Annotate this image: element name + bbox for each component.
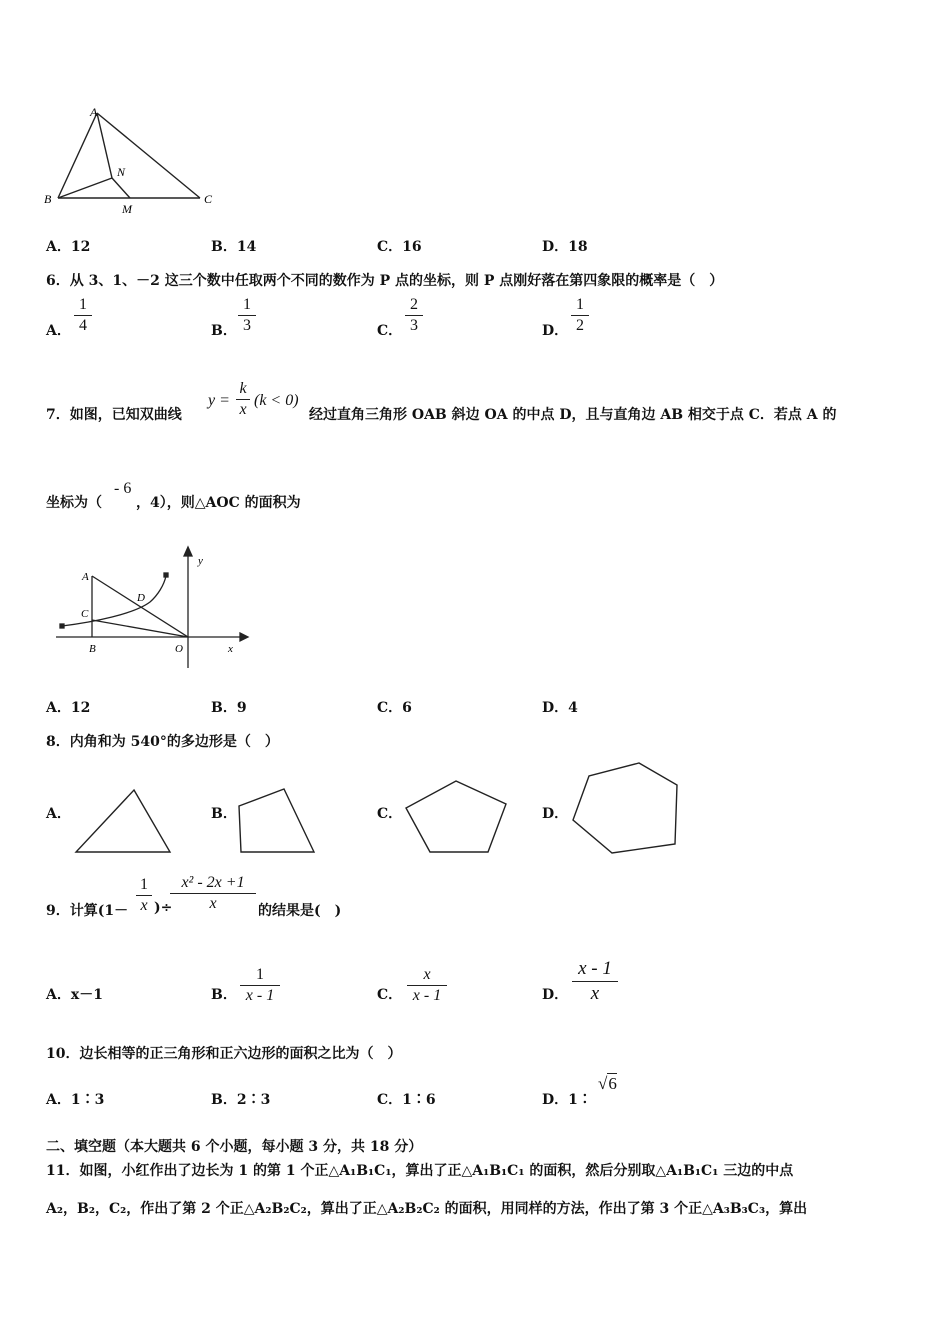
q8-option-a[interactable]: A． xyxy=(46,806,71,822)
q5-label-m: M xyxy=(122,202,132,216)
q9-option-d[interactable]: D． xyxy=(542,987,569,1003)
q7-label-a: A xyxy=(82,571,89,583)
q9-fraction-2: x² - 2x +1 x xyxy=(170,874,256,913)
q7-formula-fraction: k x xyxy=(236,380,250,419)
q7-stem-suffix: 经过直角三角形 OAB 斜边 OA 的中点 D，且与直角边 AB 相交于点 C．若点 A 的 xyxy=(309,407,837,423)
q9-option-b[interactable]: B． xyxy=(211,987,237,1003)
q5-option-c[interactable]: C．16 xyxy=(377,239,422,255)
q9-stem-suffix: 的结果是( ) xyxy=(258,903,342,919)
q8-quadrilateral-shape xyxy=(236,786,316,856)
q10-option-d-sqrt: √6 xyxy=(598,1074,617,1093)
q9-option-d-fraction: x - 1 x xyxy=(572,958,618,1005)
q6-option-c-fraction: 2 3 xyxy=(405,296,423,335)
sqrt-sign-icon: √ xyxy=(598,1074,608,1093)
q7-coord-x: - 6 xyxy=(114,480,132,497)
q6-option-c[interactable]: C． xyxy=(377,323,403,339)
q6-option-d-fraction: 1 2 xyxy=(571,296,589,335)
q6-option-a[interactable]: A． xyxy=(46,323,71,339)
q7-hyperbola-figure xyxy=(54,544,250,670)
q7-option-a[interactable]: A．12 xyxy=(46,700,91,716)
q5-triangle-figure xyxy=(40,104,230,216)
q5-option-d[interactable]: D．18 xyxy=(542,239,588,255)
q7-stem-prefix: 7．如图，已知双曲线 xyxy=(46,407,182,423)
q10-option-c[interactable]: C．1∶6 xyxy=(377,1092,436,1108)
q5-option-b[interactable]: B．14 xyxy=(211,239,257,255)
q5-option-a[interactable]: A．12 xyxy=(46,239,91,255)
q7-line2-prefix: 坐标为（ xyxy=(46,495,102,511)
q6-option-b[interactable]: B． xyxy=(211,323,237,339)
q8-stem: 8．内角和为 540°的多边形是（ ） xyxy=(46,734,279,750)
q7-line2-suffix: ，4），则△AOC 的面积为 xyxy=(136,495,301,511)
q9-fraction-1: 1 x xyxy=(136,876,152,915)
q9-divide: )÷ xyxy=(154,900,173,916)
q6-option-b-fraction: 1 3 xyxy=(238,296,256,335)
q8-hexagon-shape xyxy=(569,760,681,856)
q9-option-a[interactable]: A．x－1 xyxy=(46,987,103,1003)
q8-option-c[interactable]: C． xyxy=(377,806,403,822)
q8-option-d[interactable]: D． xyxy=(542,806,569,822)
q10-option-a[interactable]: A．1∶3 xyxy=(46,1092,105,1108)
q7-label-o: O xyxy=(175,643,183,655)
q5-label-a: A xyxy=(90,105,98,119)
q7-label-x: x xyxy=(228,643,233,655)
q10-option-b[interactable]: B．2∶3 xyxy=(211,1092,271,1108)
section2-heading: 二、填空题（本大题共 6 个小题，每小题 3 分，共 18 分） xyxy=(46,1139,423,1155)
q7-formula-condition: (k < 0) xyxy=(254,392,299,409)
q9-option-c[interactable]: C． xyxy=(377,987,403,1003)
q6-option-a-fraction: 1 4 xyxy=(74,296,92,335)
q5-label-c: C xyxy=(204,192,213,206)
q7-label-y: y xyxy=(198,555,203,567)
q9-option-c-fraction: x x - 1 xyxy=(407,966,447,1005)
q7-formula-y: y = xyxy=(208,392,230,409)
q10-stem: 10．边长相等的正三角形和正六边形的面积之比为（ ） xyxy=(46,1046,402,1062)
q11-line2: A₂，B₂，C₂，作出了第 2 个正△A₂B₂C₂，算出了正△A₂B₂C₂ 的面积，用同样的方法，作出了第 3 个正△A₃B₃C₃，算出 xyxy=(46,1201,808,1217)
q11-line1: 11．如图，小红作出了边长为 1 的第 1 个正△A₁B₁C₁，算出了正△A₁B₁C₁ 的面积，然后分别取△A₁B₁C₁ 三边的中点 xyxy=(46,1163,794,1179)
q7-option-d[interactable]: D．4 xyxy=(542,700,578,716)
q5-label-b: B xyxy=(44,192,52,206)
q6-option-d[interactable]: D． xyxy=(542,323,569,339)
q10-option-d[interactable]: D．1∶ xyxy=(542,1092,592,1108)
q7-option-b[interactable]: B．9 xyxy=(211,700,247,716)
q7-option-c[interactable]: C．6 xyxy=(377,700,412,716)
q8-triangle-shape xyxy=(72,786,174,856)
q9-option-b-fraction: 1 x - 1 xyxy=(240,966,280,1005)
q8-pentagon-shape xyxy=(402,778,510,856)
q9-stem-prefix: 9．计算(1－ xyxy=(46,903,129,919)
q7-label-d: D xyxy=(137,592,145,604)
q7-label-b: B xyxy=(89,643,96,655)
q8-option-b[interactable]: B． xyxy=(211,806,237,822)
q7-label-c: C xyxy=(81,608,89,620)
q5-label-n: N xyxy=(117,165,126,179)
q6-stem: 6．从 3、1、－2 这三个数中任取两个不同的数作为 P 点的坐标，则 P 点刚好落在第四象限的概率是（ ） xyxy=(46,273,724,289)
